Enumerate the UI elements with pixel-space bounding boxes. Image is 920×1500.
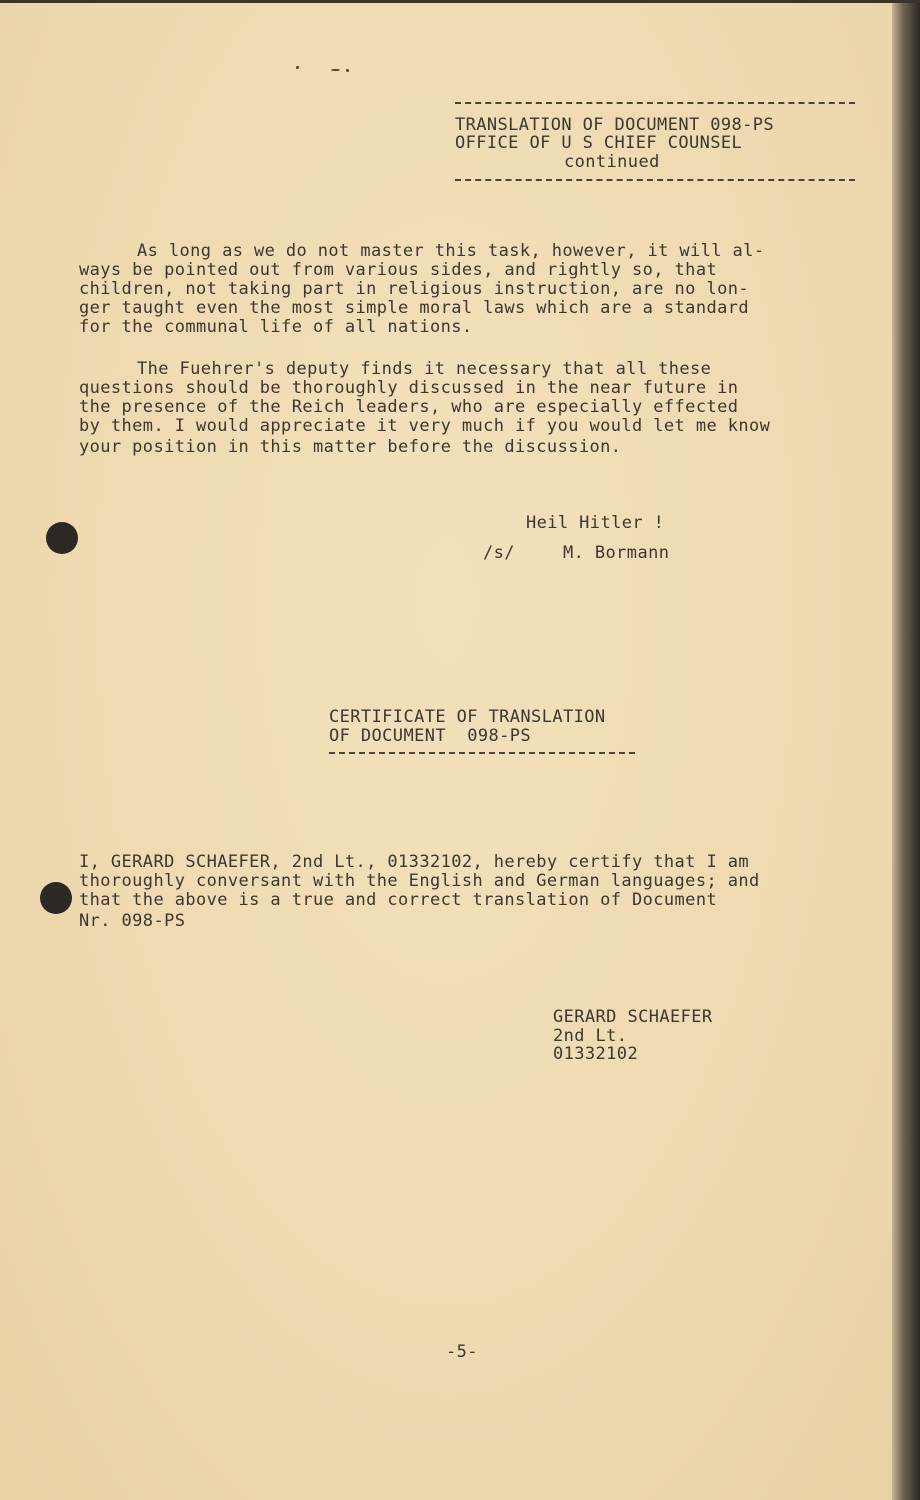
text-line: ways be pointed out from various sides, and rightly so, that <box>79 260 718 280</box>
header-office: OFFICE OF U S CHIEF COUNSEL <box>455 133 743 153</box>
signature-name: M. Bormann <box>563 543 670 563</box>
text-line: the presence of the Reich leaders, who are especially effected <box>79 397 739 417</box>
ink-speck <box>296 66 299 69</box>
header-continued: continued <box>564 152 660 172</box>
certificate-title: CERTIFICATE OF TRANSLATION <box>329 707 606 727</box>
text-line: As long as we do not master this task, however, it will al- <box>137 241 765 261</box>
header-document-title: TRANSLATION OF DOCUMENT 098-PS <box>455 115 775 135</box>
text-line: Nr. 098-PS <box>79 911 186 931</box>
signer-rank: 2nd Lt. <box>553 1026 628 1046</box>
text-line: that the above is a true and correct translation of Document <box>79 890 718 910</box>
header-rule-bottom <box>455 179 855 181</box>
ink-speck <box>346 69 349 72</box>
signer-serial-number: 01332102 <box>553 1044 639 1064</box>
scan-edge-top <box>0 0 920 3</box>
text-line: your position in this matter before the discussion. <box>79 437 622 457</box>
text-line: by them. I would appreciate it very much if you would let me know <box>79 416 771 436</box>
punch-hole <box>40 882 72 914</box>
scan-edge-right <box>892 0 920 1500</box>
closing-salute: Heil Hitler ! <box>526 513 665 533</box>
ink-speck <box>331 69 340 71</box>
text-line: questions should be thoroughly discussed in the near future in <box>79 378 739 398</box>
header-rule-top <box>455 102 855 104</box>
text-line: The Fuehrer's deputy finds it necessary that all these <box>137 359 712 379</box>
text-line: I, GERARD SCHAEFER, 2nd Lt., 01332102, hereby certify that I am <box>79 852 749 872</box>
punch-hole <box>46 522 78 554</box>
certificate-rule <box>329 752 635 754</box>
text-line: thoroughly conversant with the English and German languages; and <box>79 871 760 891</box>
signature-mark: /s/ <box>483 543 515 563</box>
text-line: ger taught even the most simple moral laws which are a standard <box>79 298 749 318</box>
text-line: children, not taking part in religious instruction, are no lon- <box>79 279 749 299</box>
certificate-document: OF DOCUMENT 098-PS <box>329 726 532 746</box>
signer-name: GERARD SCHAEFER <box>553 1007 713 1027</box>
page-number: -5- <box>446 1342 478 1362</box>
text-line: for the communal life of all nations. <box>79 317 473 337</box>
